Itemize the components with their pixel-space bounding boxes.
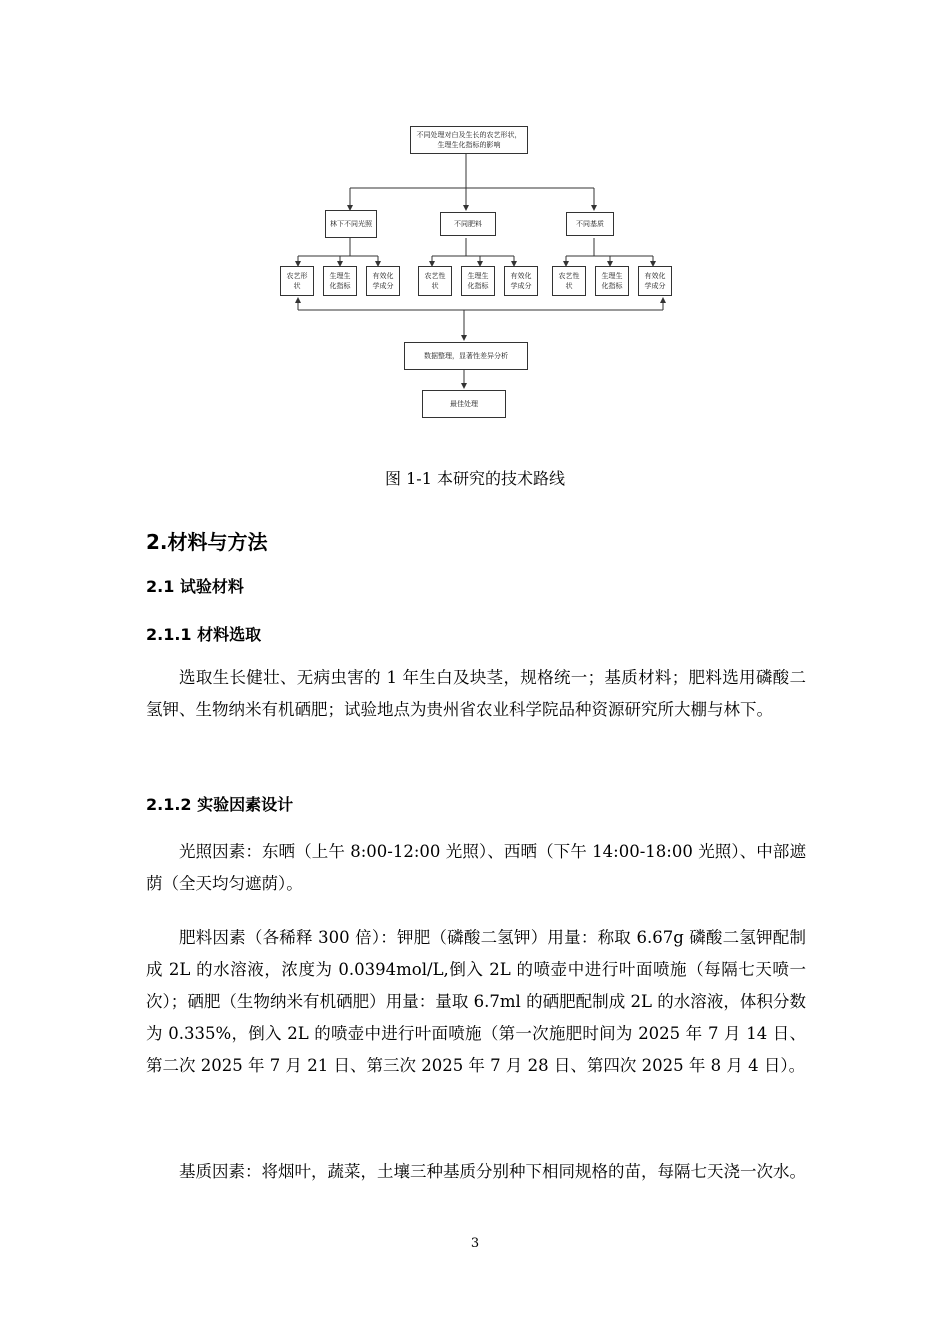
subsection-heading-2-1-2: 2.1.2 实验因素设计	[146, 795, 294, 814]
flow-branch-fertilizer: 不同肥料	[440, 212, 496, 236]
flow-leaf-2-2: 生理生化指标	[461, 266, 495, 296]
flow-leaf-1-3: 有效化学成分	[366, 266, 400, 296]
paragraph-substrate-factor: 基质因素：将烟叶，蔬菜，土壤三种基质分别种下相同规格的苗，每隔七天浇一次水。	[179, 1162, 806, 1181]
flow-leaf-1-1: 农艺形状	[280, 266, 314, 296]
section-heading: 2.材料与方法	[146, 530, 268, 554]
flow-top-box: 不同处理对白及生长的农艺形状，生理生化指标的影响	[410, 126, 528, 154]
paragraph-materials: 选取生长健壮、无病虫害的 1 年生白及块茎，规格统一；基质材料；肥料选用磷酸二氢钾、生物纳米有机硒肥；试验地点为贵州省农业科学院品种资源研究所大棚与林下。	[146, 668, 806, 719]
subsection-heading-2-1-1: 2.1.1 材料选取	[146, 625, 262, 644]
flow-leaf-2-3: 有效化学成分	[504, 266, 538, 296]
flow-analysis-box: 数据整理，显著性差异分析	[404, 342, 528, 370]
paragraph-fertilizer-factor: 肥料因素（各稀释 300 倍）：钾肥（磷酸二氢钾）用量：称取 6.67g 磷酸二氢钾配制成 2L 的水溶液，浓度为 0.0394mol/L,倒入 2L 的喷壶中进行叶面喷施（每隔七天喷一次）；硒肥（生物纳米有机硒肥）用量：量取 6.7ml 的硒肥配制成 2L 的水溶液，体积分数为 0.335%，倒入 2L 的喷壶中进行叶面喷施（第一次施肥时间为 2025 年 7 月 14 日、第二次 2025 年 7 月 21 日、第三次 2025 年 7 月 28 日、第四次 2025 年 8 月 4 日）。	[146, 928, 806, 1075]
paragraph-light-factor: 光照因素：东晒（上午 8:00-12:00 光照）、西晒（下午 14:00-18:00 光照）、中部遮荫（全天均匀遮荫）。	[146, 842, 806, 893]
subsection-heading-2-1: 2.1 试验材料	[146, 577, 244, 596]
flow-leaf-3-1: 农艺性状	[552, 266, 586, 296]
flow-branch-light: 林下不同光照	[325, 210, 377, 238]
flow-leaf-2-1: 农艺性状	[418, 266, 452, 296]
page-number: 3	[470, 1236, 480, 1251]
flow-branch-substrate: 不同基质	[566, 212, 614, 236]
figure-caption: 图 1-1 本研究的技术路线	[385, 469, 565, 488]
flow-leaf-3-3: 有效化学成分	[638, 266, 672, 296]
flow-leaf-3-2: 生理生化指标	[595, 266, 629, 296]
technical-route-flowchart	[270, 118, 690, 428]
flow-leaf-1-2: 生理生化指标	[323, 266, 357, 296]
flow-result-box: 最佳处理	[422, 390, 506, 418]
